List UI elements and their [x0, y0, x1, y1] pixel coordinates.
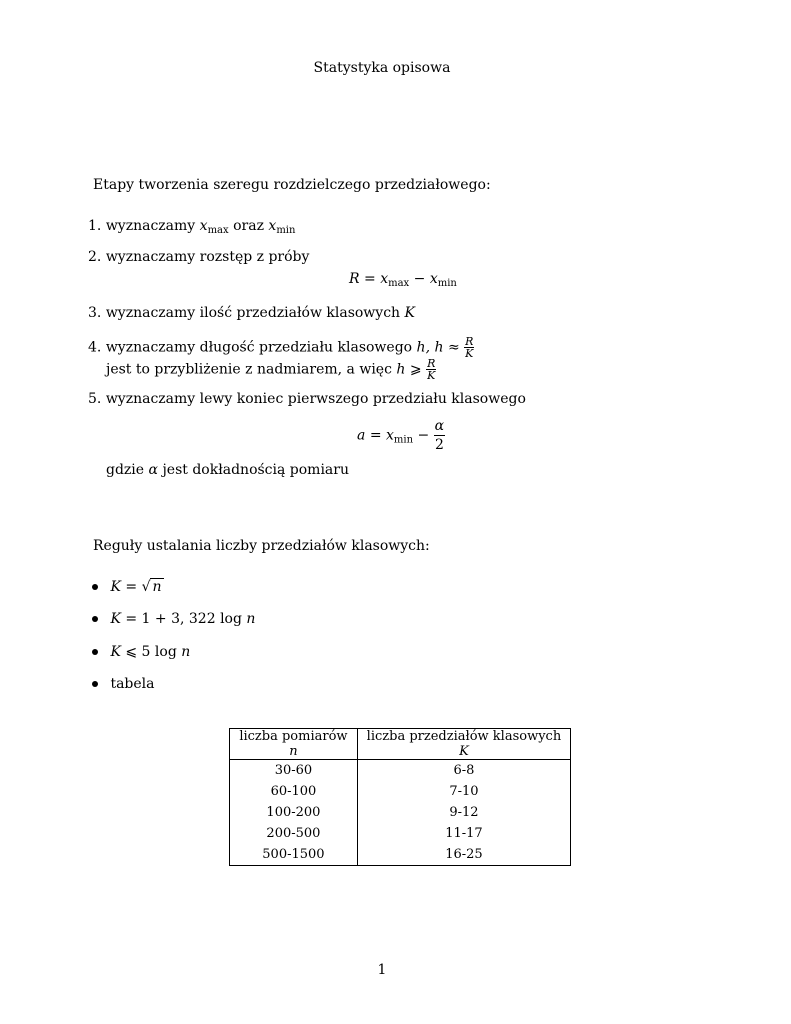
- math-var: K: [110, 579, 121, 595]
- math-var: a: [357, 427, 366, 444]
- step-number: 3.: [88, 305, 102, 321]
- bullet-icon: [92, 584, 98, 590]
- range-equation: [349, 271, 457, 289]
- rule-text: tabela: [110, 676, 155, 692]
- math-var: h,: [416, 339, 431, 356]
- step-number: 4.: [88, 339, 102, 356]
- step-number: 5.: [88, 391, 102, 407]
- math-op: ≈: [447, 339, 460, 356]
- step-text: wyznaczamy lewy koniec pierwszego przedziału klasowego: [105, 391, 526, 407]
- table-row: [230, 823, 571, 844]
- bullet-icon: [92, 616, 98, 622]
- step-2: [88, 249, 309, 265]
- table-cell: 16-25: [357, 844, 570, 866]
- math-var: K: [404, 305, 415, 321]
- math-var: K: [110, 644, 121, 660]
- steps-heading: Etapy tworzenia szeregu rozdzielczego przedziałowego:: [93, 177, 491, 193]
- step-text: wyznaczamy: [105, 218, 196, 234]
- rule-3: [92, 644, 190, 660]
- table-cell: 60-100: [230, 781, 358, 802]
- math-var: x: [429, 271, 438, 287]
- math-var: K: [110, 611, 121, 627]
- math-expr: = 1 + 3, 322 log: [125, 611, 242, 627]
- step-5-note: [106, 462, 349, 478]
- table-cell: 9-12: [357, 802, 570, 823]
- math-op: =: [364, 271, 376, 287]
- page-title: Statystyka opisowa: [313, 60, 451, 76]
- table-header-row: [230, 729, 571, 760]
- step-text: wyznaczamy rozstęp z próby: [105, 249, 310, 265]
- header-classes: liczba przedziałów klasowych K: [357, 729, 570, 760]
- math-var: n: [246, 611, 256, 627]
- math-var: x: [380, 271, 389, 287]
- step-text: wyznaczamy ilość przedziałów klasowych: [105, 305, 401, 321]
- rules-heading: Reguły ustalania liczby przedziałów klasowych:: [93, 538, 430, 554]
- math-subscript: min: [437, 278, 457, 289]
- page-number: 1: [377, 962, 387, 978]
- step-3: [88, 305, 415, 321]
- step-4: [88, 336, 474, 359]
- table-cell: 200-500: [230, 823, 358, 844]
- step-text: jest to przybliżenie z nadmiarem, a więc: [106, 361, 392, 378]
- rule-1: [92, 579, 164, 595]
- table-cell: 500-1500: [230, 844, 358, 866]
- step-5: [88, 391, 526, 407]
- step-text: oraz: [233, 218, 264, 234]
- fraction-r-over-k: $\frac{R}{K}$: [465, 335, 474, 360]
- table-row: [230, 781, 571, 802]
- bullet-icon: [92, 649, 98, 655]
- math-var: h: [434, 339, 444, 356]
- step-text: gdzie: [106, 462, 145, 478]
- table-row: [230, 844, 571, 866]
- step-text: wyznaczamy długość przedziału klasowego: [105, 339, 413, 356]
- table-cell: 7-10: [357, 781, 570, 802]
- step-number: 1.: [88, 218, 102, 234]
- math-var: x: [199, 218, 208, 234]
- math-op: −: [413, 271, 426, 287]
- math-var: R: [349, 271, 360, 287]
- math-subscript: max: [388, 278, 410, 289]
- math-subscript: min: [276, 225, 296, 236]
- math-op: −: [417, 427, 430, 444]
- left-end-equation: [357, 419, 445, 452]
- math-var: x: [386, 427, 394, 444]
- math-var: n: [181, 644, 191, 660]
- math-var: x: [268, 218, 277, 234]
- step-text: jest dokładnością pomiaru: [162, 462, 349, 478]
- sqrt-symbol: √ n: [141, 579, 162, 595]
- step-4-line-2: [106, 358, 436, 381]
- math-op: =: [369, 427, 382, 444]
- step-1: [88, 218, 295, 236]
- table-cell: 6-8: [357, 760, 570, 782]
- table-cell: 11-17: [357, 823, 570, 844]
- bullet-icon: [92, 681, 98, 687]
- table-cell: 100-200: [230, 802, 358, 823]
- fraction-alpha-over-2: $\frac{\alpha}{2}$: [434, 418, 445, 453]
- table-row: [230, 802, 571, 823]
- math-subscript: max: [207, 225, 229, 236]
- table-row: [230, 760, 571, 782]
- math-op: ⩾: [409, 361, 422, 378]
- table-cell: 30-60: [230, 760, 358, 782]
- step-number: 2.: [88, 249, 102, 265]
- rule-2: [92, 611, 255, 627]
- header-measurements: liczba pomiarów n: [230, 729, 358, 760]
- class-count-table: [229, 728, 571, 866]
- fraction-r-over-k: $\frac{R}{K}$: [427, 357, 436, 382]
- math-op: =: [125, 579, 138, 595]
- math-var: h: [396, 361, 406, 378]
- rule-4: [92, 676, 155, 692]
- math-expr: ⩽ 5 log: [125, 644, 177, 660]
- math-var: α: [148, 462, 158, 478]
- math-subscript: min: [393, 434, 414, 446]
